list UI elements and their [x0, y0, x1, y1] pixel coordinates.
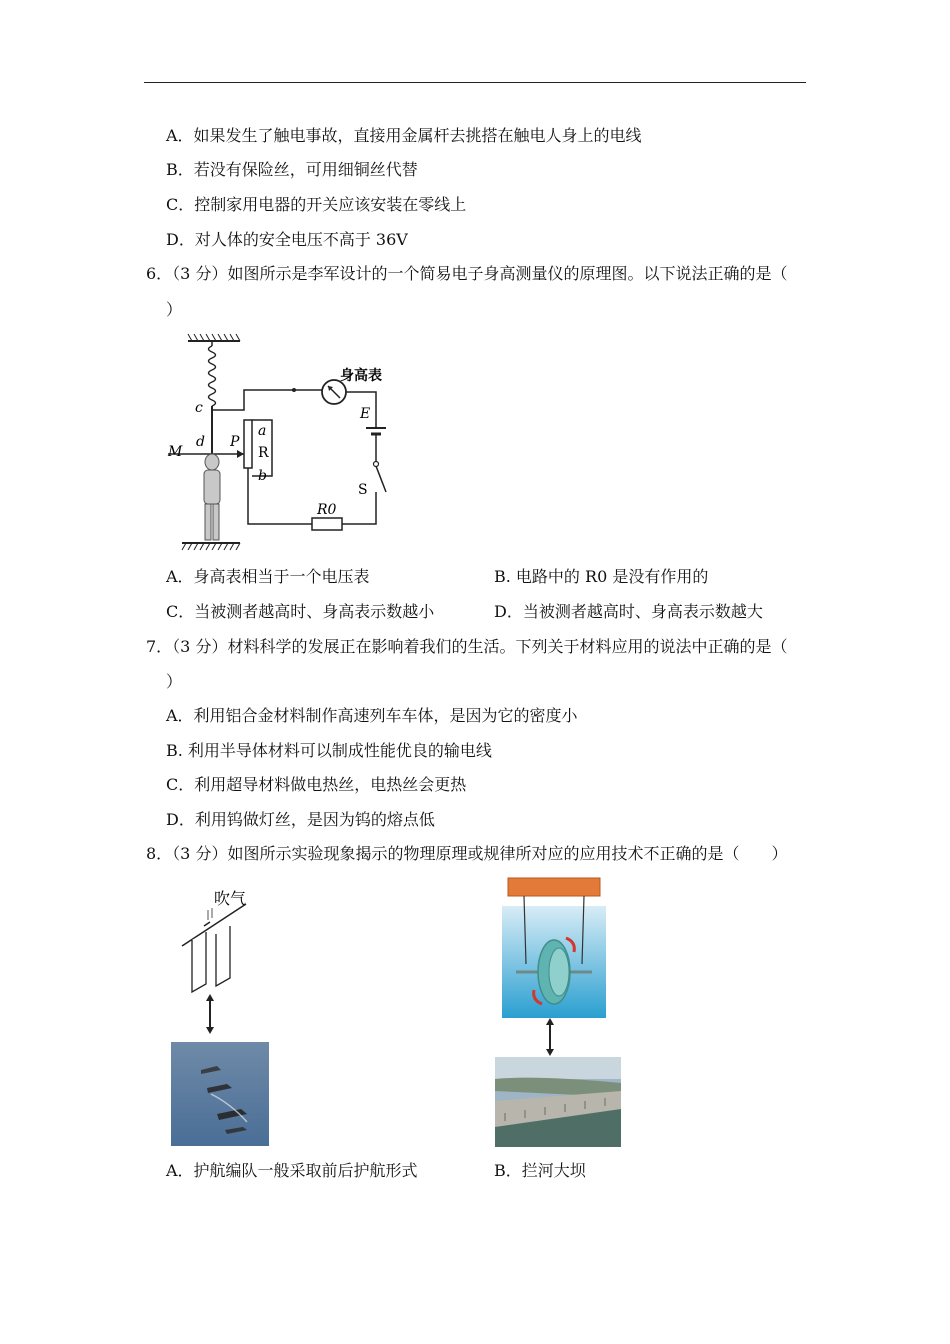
- q7-option-b: B. 利用半导体材料可以制成性能优良的输电线: [166, 741, 492, 760]
- q6-option-a: A．身高表相当于一个电压表: [166, 567, 370, 586]
- q8-stem: 8．（3 分）如图所示实验现象揭示的物理原理或规律所对应的应用技术不正确的是（ ）: [146, 844, 788, 863]
- double-arrow-b: [542, 1018, 558, 1056]
- q7-option-a: A．利用铝合金材料制作高速列车车体，是因为它的密度小: [166, 706, 578, 725]
- blowing-papers-figure: [170, 884, 270, 1036]
- label-s: S: [358, 482, 368, 498]
- header-rule: [144, 82, 806, 83]
- river-dam-photo: [495, 1057, 621, 1147]
- q6-option-d: D．当被测者越高时、身高表示数越大: [494, 602, 763, 621]
- height-meter-circuit-diagram: [160, 332, 400, 557]
- label-d: d: [196, 434, 205, 450]
- q8-option-a: A．护航编队一般采取前后护航形式: [166, 1161, 418, 1180]
- q6-stem-close: ）: [166, 300, 183, 319]
- q7-option-d: D．利用钨做灯丝，是因为钨的熔点低: [166, 810, 435, 829]
- label-m: M: [168, 444, 183, 460]
- label-a: a: [258, 423, 267, 439]
- q5-option-b: B．若没有保险丝，可用细铜丝代替: [166, 160, 418, 179]
- q6-stem: 6．（3 分）如图所示是李军设计的一个简易电子身高测量仪的原理图。以下说法正确的是（: [146, 264, 788, 283]
- q7-stem-close: ）: [166, 672, 183, 691]
- label-p: P: [230, 434, 240, 450]
- label-r0: R0: [317, 502, 337, 518]
- q6-option-b: B. 电路中的 R0 是没有作用的: [494, 567, 709, 586]
- q5-option-a: A．如果发生了触电事故，直接用金属杆去挑搭在触电人身上的电线: [166, 126, 642, 145]
- q8-option-b: B．拦河大坝: [494, 1161, 586, 1180]
- label-meter: 身高表: [340, 368, 382, 384]
- label-c: c: [195, 400, 203, 416]
- q5-option-d: D．对人体的安全电压不高于 36V: [166, 230, 408, 249]
- q7-option-c: C．利用超导材料做电热丝，电热丝会更热: [166, 775, 467, 794]
- label-blow: 吹气: [214, 889, 247, 908]
- q6-option-c: C．当被测者越高时、身高表示数越小: [166, 602, 435, 621]
- label-b: b: [258, 468, 267, 484]
- escort-fleet-photo: [171, 1042, 269, 1146]
- label-r: R: [258, 445, 269, 461]
- rotating-cylinder-figure: [502, 876, 606, 1018]
- q7-stem: 7．（3 分）材料科学的发展正在影响着我们的生活。下列关于材料应用的说法中正确的是（: [146, 637, 788, 656]
- q5-option-c: C．控制家用电器的开关应该安装在零线上: [166, 195, 467, 214]
- label-e: E: [360, 406, 371, 422]
